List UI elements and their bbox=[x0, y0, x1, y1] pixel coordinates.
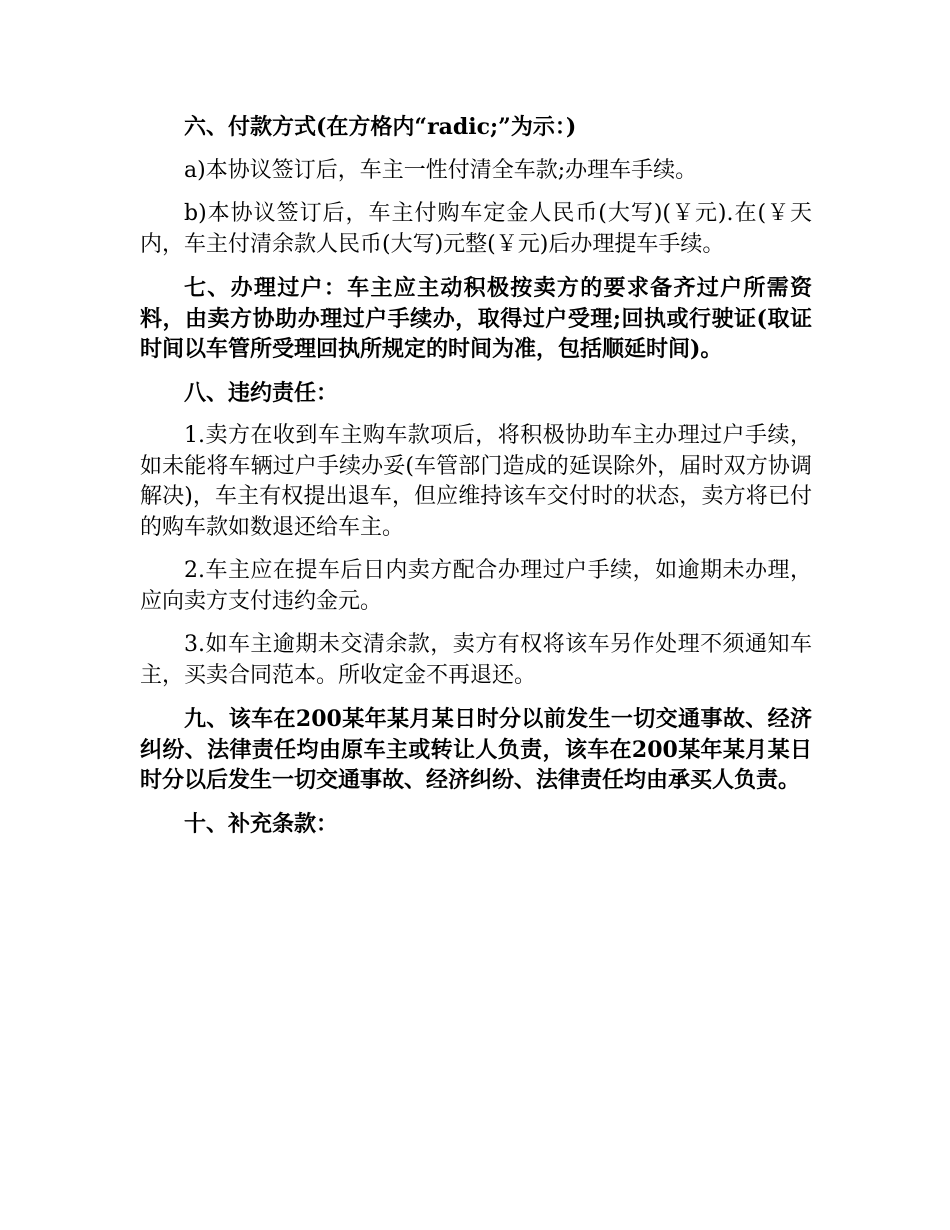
document-page bbox=[140, 112, 812, 852]
payment-option-b: b)本协议签订后，车主付购车定金人民币(大写)(￥元).在(￥天内，车主付清余款人民币(大写)元整(￥元)后办理提车手续。 bbox=[140, 201, 812, 257]
payment-option-a: a)本协议签订后，车主一性付清全车款;办理车手续。 bbox=[184, 157, 698, 183]
breach-item-2: 2.车主应在提车后日内卖方配合办理过户手续，如逾期未办理，应向卖方支付违约金元。 bbox=[140, 558, 812, 614]
breach-item-1: 1.卖方在收到车主购车款项后，将积极协助车主办理过户手续，如未能将车辆过户手续办妥(车管部门造成的延误除外，届时双方协调解决)，车主有权提出退车，但应维持该车交付时的状态，卖方将已付的购车款如数退还给车主。 bbox=[140, 423, 812, 540]
liability-clause: 九、该车在200某年某月某日时分以前发生一切交通事故、经济纠纷、法律责任均由原车主或转让人负责，该车在200某年某月某日时分以后发生一切交通事故、经济纠纷、法律责任均由承买人负责。 bbox=[140, 706, 812, 793]
payment-method-heading: 六、付款方式(在方格内“radic;”为示：) bbox=[184, 114, 577, 140]
supplementary-terms-heading: 十、补充条款： bbox=[184, 810, 339, 837]
breach-item-3: 3.如车主逾期未交清余款，卖方有权将该车另作处理不须通知车主，买卖合同范本。所收定金不再退还。 bbox=[140, 632, 812, 688]
transfer-clause: 七、办理过户：车主应主动积极按卖方的要求备齐过户所需资料，由卖方协助办理过户手续办，取得过户受理;回执或行驶证(取证时间以车管所受理回执所规定的时间为准，包括顺延时间)。 bbox=[140, 275, 812, 362]
breach-liability-heading: 八、违约责任： bbox=[184, 379, 339, 406]
